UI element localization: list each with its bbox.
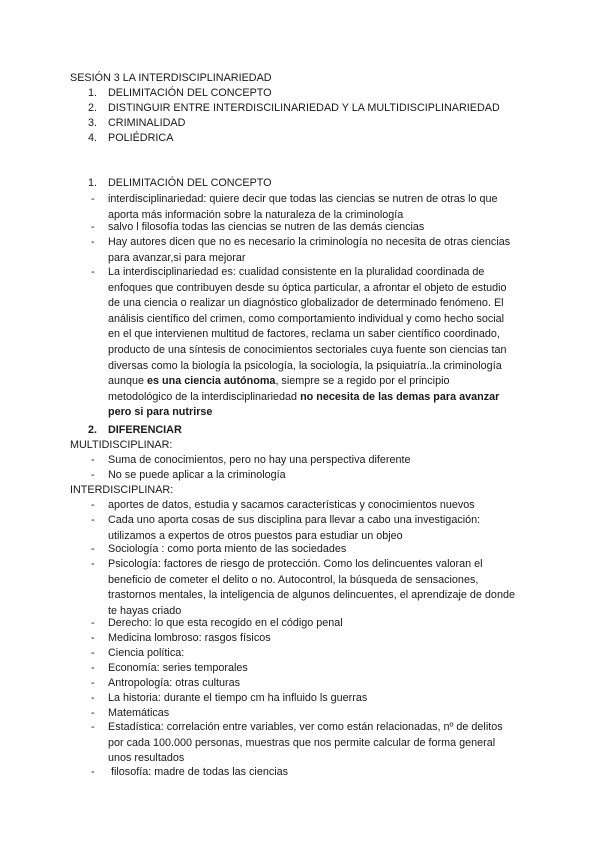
bullet-dash: - [91, 193, 95, 205]
bullet-text: Ciencia política: [108, 647, 185, 659]
section-number: 2. [88, 424, 98, 436]
bullet-text: aportes de datos, estudia y sacamos características y conocimientos nuevos [108, 499, 475, 511]
bullet-dash: - [91, 266, 95, 278]
outline-item-text: POLIÉDRICA [108, 132, 174, 144]
bullet-dash: - [91, 707, 95, 719]
bullet-text: Suma de conocimientos, pero no hay una perspectiva diferente [108, 454, 411, 466]
bullet-text: Hay autores dicen que no es necesario la criminología no necesita de otras ciencias para avanzar,si para mejorar [108, 236, 511, 264]
outline-item-number: 3. [88, 117, 98, 129]
bullet-dash: - [91, 721, 95, 733]
bullet-dash: - [91, 662, 95, 674]
section-heading: DELIMITACIÓN DEL CONCEPTO [108, 177, 272, 189]
bullet-dash: - [91, 499, 95, 511]
multidisciplinar-label: MULTIDISCIPLINAR: [70, 439, 173, 451]
bullet-dash: - [91, 766, 95, 778]
bullet-dash: - [91, 617, 95, 629]
bullet-text: Cada uno aporta cosas de sus disciplina para llevar a cabo una investigación: utilizamos a expertos de otros puestos para estudiar un objeo [108, 514, 481, 542]
outline-item-number: 4. [88, 132, 98, 144]
interdisciplinar-label: INTERDISCIPLINAR: [70, 484, 174, 496]
bullet-text: Economía: series temporales [108, 662, 248, 674]
outline-item-text: CRIMINALIDAD [108, 117, 186, 129]
outline-item-text: DISTINGUIR ENTRE INTERDISCILINARIEDAD Y LA MULTIDISCIPLINARIEDAD [108, 102, 500, 114]
bullet-text: Antropología: otras culturas [108, 677, 241, 689]
outline-item-number: 2. [88, 102, 98, 114]
bullet-text: Sociología : como porta miento de las sociedades [108, 543, 347, 555]
bullet-dash: - [91, 647, 95, 659]
bullet-text: Psicología: factores de riesgo de protección. Como los delincuentes valoran el beneficio de cometer el delito o no. Autocontrol, la búsqueda de sensaciones, trastornos mentales, la inteligencia de algunos delincuentes, el aprendizaje de donde te hayas criado [108, 558, 515, 617]
section-heading: DIFERENCIAR [108, 424, 182, 436]
bullet-dash: - [91, 236, 95, 248]
outline-item-number: 1. [88, 87, 98, 99]
bullet-text: Matemáticas [108, 707, 170, 719]
bullet-text: salvo l filosofía todas las ciencias se nutren de las demás ciencias [108, 221, 425, 233]
document-title: SESIÓN 3 LA INTERDISCIPLINARIEDAD [70, 72, 272, 84]
bullet-dash: - [91, 632, 95, 644]
bullet-text: filosofía: madre de todas las ciencias [108, 766, 289, 778]
bullet-dash: - [91, 692, 95, 704]
section-number: 1. [88, 177, 98, 189]
bullet-text: La interdisciplinariedad es: cualidad consistente en la pluralidad coordinada de enfoques que contribuyen desde su óptica particular, a afrontar el objeto de estudio de una ciencia o realizar un diagnóstico globalizador de determinado fenómeno. El análisis científico del crimen, como comportamiento individual y como hecho social en el que intervienen multitud de factores, reclama un saber científico coordinado, producto de una síntesis de conocimientos sectoriales cuya fuente son ciencias tan diversas como la biología la psicología, la sociología, la psiquiatría..la criminología aunque es una ciencia autónoma, siempre se a regido por el principio metodológico de la interdisciplinariedad no necesita de las demas para avanzar pero si para nutrirse [108, 266, 507, 419]
bullet-text: Estadística: correlación entre variables, ver como están relacionadas, nº de delitos por cada 100.000 personas, muestras que nos permite calcular de forma general unos resultados [108, 721, 503, 765]
bullet-text: interdisciplinariedad: quiere decir que todas las ciencias se nutren de otras lo que aporta más información sobre la naturaleza de la criminología [108, 193, 498, 221]
outline-item-text: DELIMITACIÓN DEL CONCEPTO [108, 87, 272, 99]
bullet-dash: - [91, 514, 95, 526]
bullet-dash: - [91, 677, 95, 689]
bullet-dash: - [91, 543, 95, 555]
bullet-dash: - [91, 469, 95, 481]
bullet-text: No se puede aplicar a la criminología [108, 469, 286, 481]
bullet-dash: - [91, 558, 95, 570]
bullet-text: Medicina lombroso: rasgos físicos [108, 632, 271, 644]
bullet-text: Derecho: lo que esta recogido en el código penal [108, 617, 343, 629]
bullet-dash: - [91, 454, 95, 466]
bullet-text: La historia: durante el tiempo cm ha influido ls guerras [108, 692, 368, 704]
bullet-dash: - [91, 221, 95, 233]
